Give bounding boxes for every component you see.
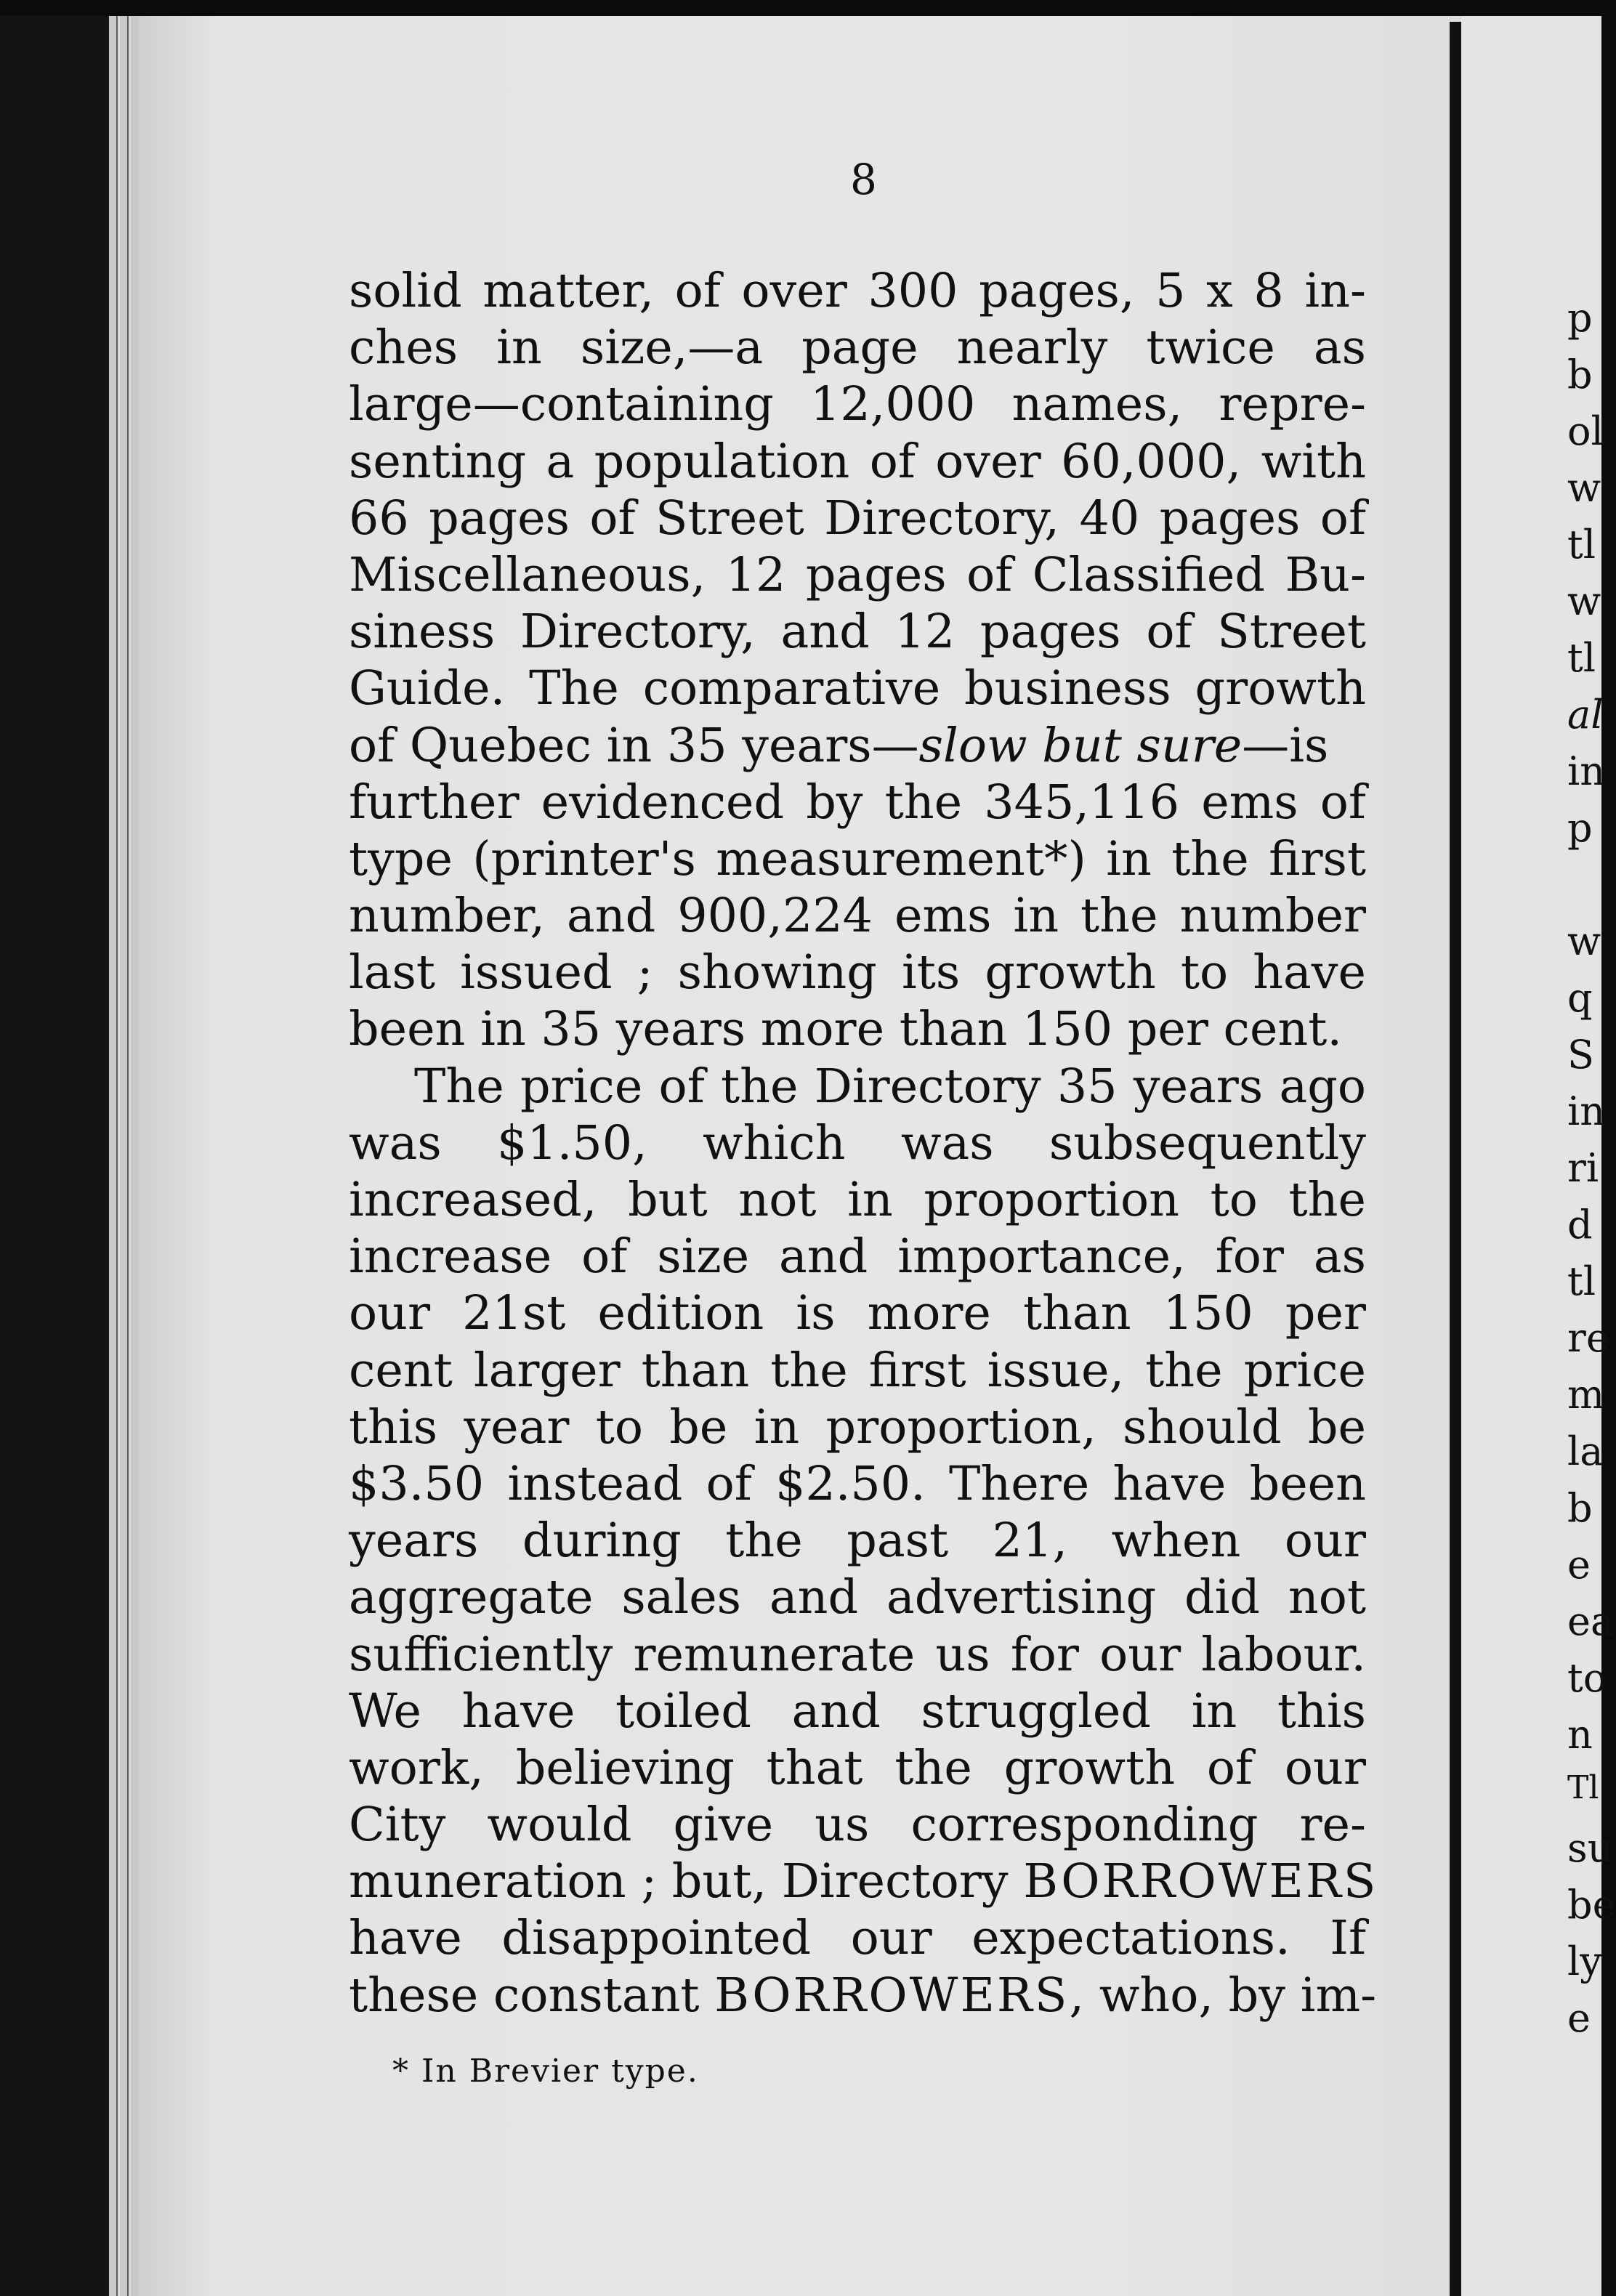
scanner-border-left <box>0 0 109 2296</box>
text-fragment: p <box>1567 295 1593 341</box>
text-fragment: tl <box>1567 522 1596 567</box>
small-caps-word: BORROWERS <box>1023 1854 1378 1909</box>
text-line: have disappointed our expectations. If <box>349 1911 1366 1966</box>
footnote: * In Brevier type. <box>392 2053 699 2090</box>
text-fragment: S <box>1567 1032 1594 1078</box>
text-line: large—containing 12,000 names, repre- <box>349 377 1366 432</box>
text-run: —is <box>1242 718 1329 773</box>
text-line: was $1.50, which was subsequently <box>349 1115 1366 1171</box>
text-run: , who, by im- <box>1069 1968 1377 2023</box>
text-fragment: b <box>1567 1485 1593 1531</box>
text-fragment: ea <box>1567 1598 1615 1644</box>
text-line: solid matter, of over 300 pages, 5 x 8 in- <box>349 264 1366 318</box>
text-fragment: q <box>1567 975 1593 1021</box>
text-line: cent larger than the first issue, the price <box>349 1343 1366 1398</box>
text-fragment: su <box>1567 1825 1613 1871</box>
text-line: our 21st edition is more than 150 per <box>349 1286 1366 1341</box>
text-fragment: p <box>1567 805 1593 851</box>
text-line: senting a population of over 60,000, with <box>349 434 1366 489</box>
text-fragment: re <box>1567 1315 1609 1361</box>
page-number: 8 <box>850 155 877 204</box>
text-line: Miscellaneous, 12 pages of Classified Bu- <box>349 547 1366 602</box>
text-line: siness Directory, and 12 pages of Street <box>349 605 1366 660</box>
page-edge <box>109 15 118 2296</box>
text-line <box>349 1968 1377 2024</box>
text-line: increase of size and importance, for as <box>349 1229 1366 1285</box>
text-fragment: n <box>1567 1712 1593 1758</box>
text-line: Guide. The comparative business growth <box>349 661 1366 716</box>
text-run: these constant <box>349 1968 715 2023</box>
text-line: increased, but not in proportion to the <box>349 1173 1366 1227</box>
text-line: last issued ; showing its growth to have <box>349 945 1366 1001</box>
text-line: type (printer's measurement*) in the first <box>349 831 1366 886</box>
text-line: number, and 900,224 ems in the number <box>349 889 1366 944</box>
text-fragment: d <box>1567 1202 1593 1248</box>
text-line: work, believing that the growth of our <box>349 1740 1366 1795</box>
body-text <box>349 263 1378 2024</box>
scanner-border-top <box>0 0 1601 16</box>
text-fragment: to <box>1567 1655 1607 1701</box>
text-line: ches in size,—a page nearly twice as <box>349 320 1366 376</box>
text-run: muneration ; but, Directory <box>349 1854 1024 1909</box>
text-line: City would give us corresponding re- <box>349 1798 1366 1853</box>
page-gutter <box>1450 22 1461 2296</box>
text-fragment: w <box>1567 465 1601 511</box>
text-fragment: w <box>1567 918 1601 964</box>
text-line: years during the past 21, when our <box>349 1513 1366 1569</box>
text-fragment: ly <box>1567 1939 1602 1984</box>
text-fragment: be <box>1567 1882 1616 1928</box>
text-fragment: e <box>1567 1995 1591 2041</box>
text-fragment: ri <box>1567 1145 1599 1191</box>
text-line: 66 pages of Street Directory, 40 pages of <box>349 490 1366 546</box>
italic-phrase: slow but sure <box>918 718 1243 773</box>
text-line <box>349 718 1366 775</box>
text-line <box>349 1854 1378 1910</box>
next-page-edge <box>1461 16 1616 2296</box>
text-fragment: tl <box>1567 1258 1596 1304</box>
small-caps-word: BORROWERS <box>714 1968 1070 2023</box>
page-edge <box>120 15 129 2296</box>
text-fragment: Tl <box>1567 1769 1599 1806</box>
text-fragment: la <box>1567 1428 1604 1474</box>
text-line: $3.50 instead of $2.50. There have been <box>349 1456 1366 1511</box>
text-fragment: ol <box>1567 408 1604 454</box>
text-fragment: w <box>1567 578 1601 624</box>
text-fragment: tl <box>1567 635 1596 681</box>
text-fragment: in <box>1567 1088 1606 1134</box>
text-fragment: in <box>1567 748 1606 794</box>
text-fragment: m <box>1567 1372 1605 1418</box>
text-fragment: e <box>1567 1542 1591 1588</box>
text-line: further evidenced by the 345,116 ems of <box>349 775 1366 830</box>
text-line: The price of the Directory 35 years ago <box>414 1059 1366 1114</box>
text-run: of Quebec in 35 years— <box>349 718 919 773</box>
text-line: this year to be in proportion, should be <box>349 1399 1366 1455</box>
text-line: been in 35 years more than 150 per cent. <box>349 1002 1343 1057</box>
text-fragment: al <box>1567 692 1604 737</box>
text-line: We have toiled and struggled in this <box>349 1683 1366 1739</box>
text-line: sufficiently remunerate us for our labour. <box>349 1627 1366 1682</box>
text-fragment: b <box>1567 352 1593 397</box>
text-line: aggregate sales and advertising did not <box>349 1570 1366 1625</box>
